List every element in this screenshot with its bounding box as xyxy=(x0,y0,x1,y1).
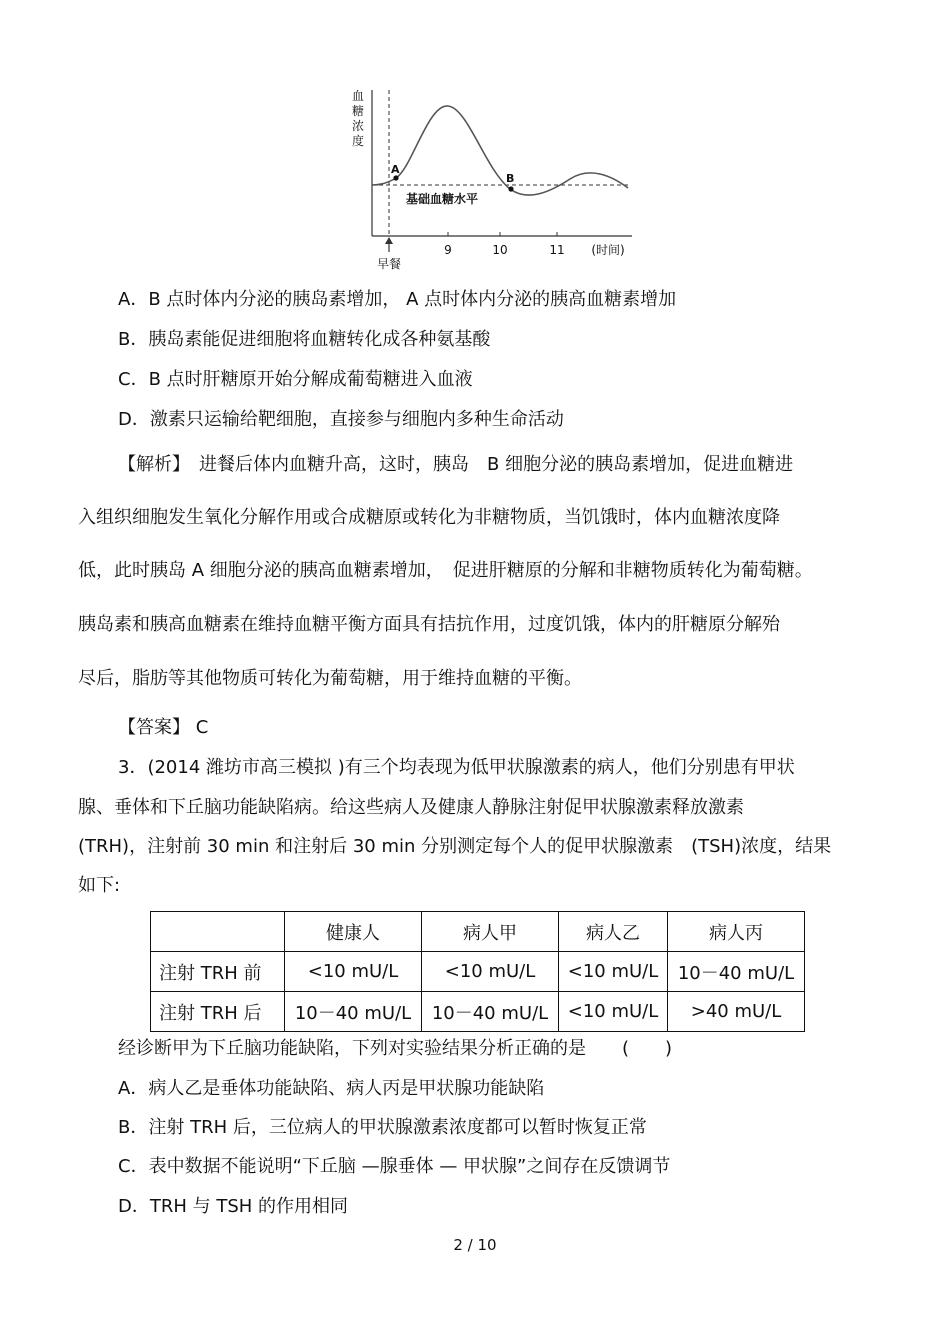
q2-option-a: A．B 点时体内分泌的胰岛素增加， A 点时体内分泌的胰高血糖素增加 xyxy=(118,289,677,310)
point-a-marker xyxy=(393,175,398,180)
table-header-cell: 病人甲 xyxy=(422,912,559,952)
table-cell: <10 mU/L xyxy=(422,952,559,992)
page-number: 2 / 10 xyxy=(453,1236,497,1254)
glucose-curve xyxy=(372,106,628,195)
tsh-results-table xyxy=(150,911,805,1032)
table-cell: 10－40 mU/L xyxy=(422,992,559,1032)
table-header-cell: 病人丙 xyxy=(668,912,805,952)
table-cell: 10－40 mU/L xyxy=(285,992,422,1032)
table-cell: >40 mU/L xyxy=(668,992,805,1032)
q3-stem-line: 3．(2014 潍坊市高三模拟 )有三个均表现为低甲状腺激素的病人，他们分别患有甲状 xyxy=(118,757,795,778)
blood-glucose-chart xyxy=(350,84,640,274)
y-axis-label-char: 度 xyxy=(352,134,365,148)
x-tick-label: 10 xyxy=(492,243,508,257)
q2-option-d: D．激素只运输给靶细胞，直接参与细胞内多种生命活动 xyxy=(118,409,564,430)
table-row xyxy=(151,992,805,1032)
x-axis-unit: (时间) xyxy=(591,243,625,257)
answer: 【答案】 C xyxy=(118,717,209,738)
analysis-line: 低，此时胰岛 A 细胞分泌的胰高血糖素增加， 促进肝糖原的分解和非糖物质转化为葡萄糖。 xyxy=(78,560,813,581)
point-b-label: B xyxy=(506,172,515,185)
point-b-marker xyxy=(508,186,513,191)
x-tick-label: 9 xyxy=(444,243,452,257)
table-header-row xyxy=(151,912,805,952)
table-cell: <10 mU/L xyxy=(285,952,422,992)
q2-option-c: C．B 点时肝糖原开始分解成葡萄糖进入血液 xyxy=(118,369,473,390)
table-row-header: 注射 TRH 后 xyxy=(151,992,285,1032)
q3-question: 经诊断甲为下丘脑功能缺陷，下列对实验结果分析正确的是 ( ) xyxy=(118,1038,673,1059)
q3-stem-line: 腺、垂体和下丘脑功能缺陷病。给这些病人及健康人静脉注射促甲状腺激素释放激素 xyxy=(78,797,744,818)
breakfast-arrow-head xyxy=(385,237,393,244)
analysis-line: 尽后，脂肪等其他物质可转化为葡萄糖，用于维持血糖的平衡。 xyxy=(78,668,582,689)
x-tick-label: 11 xyxy=(549,243,565,257)
y-axis-label-char: 浓 xyxy=(352,119,365,133)
table-cell: <10 mU/L xyxy=(559,952,668,992)
q3-stem-line: 如下: xyxy=(78,875,121,896)
table-header-cell: 健康人 xyxy=(285,912,422,952)
baseline-label: 基础血糖水平 xyxy=(406,192,479,206)
point-a-label: A xyxy=(391,163,400,176)
q3-option-a: A．病人乙是垂体功能缺陷、病人丙是甲状腺功能缺陷 xyxy=(118,1078,545,1099)
q3-option-c: C．表中数据不能说明“下丘脑 —腺垂体 — 甲状腺”之间存在反馈调节 xyxy=(118,1156,671,1177)
q3-option-b: B．注射 TRH 后，三位病人的甲状腺激素浓度都可以暂时恢复正常 xyxy=(118,1117,647,1138)
table-cell: <10 mU/L xyxy=(559,992,668,1032)
table-row xyxy=(151,952,805,992)
q3-stem-line: (TRH)，注射前 30 min 和注射后 30 min 分别测定每个人的促甲状腺激素 (TSH)浓度，结果 xyxy=(78,836,832,857)
q3-option-d: D．TRH 与 TSH 的作用相同 xyxy=(118,1196,349,1217)
analysis-line: 入组织细胞发生氧化分解作用或合成糖原或转化为非糖物质，当饥饿时，体内血糖浓度降 xyxy=(78,507,780,528)
breakfast-label: 早餐 xyxy=(376,257,402,271)
table-row-header: 注射 TRH 前 xyxy=(151,952,285,992)
q2-option-b: B．胰岛素能促进细胞将血糖转化成各种氨基酸 xyxy=(118,329,491,350)
table-cell: 10－40 mU/L xyxy=(668,952,805,992)
analysis-line: 【解析】 进餐后体内血糖升高，这时，胰岛 B 细胞分泌的胰岛素增加，促进血糖进 xyxy=(118,454,794,475)
y-axis-label-char: 血 xyxy=(352,89,365,103)
table-header-cell: 病人乙 xyxy=(559,912,668,952)
analysis-line: 胰岛素和胰高血糖素在维持血糖平衡方面具有拮抗作用，过度饥饿，体内的肝糖原分解殆 xyxy=(78,614,780,635)
y-axis-label-char: 糖 xyxy=(352,104,365,118)
table-header-cell xyxy=(151,912,285,952)
